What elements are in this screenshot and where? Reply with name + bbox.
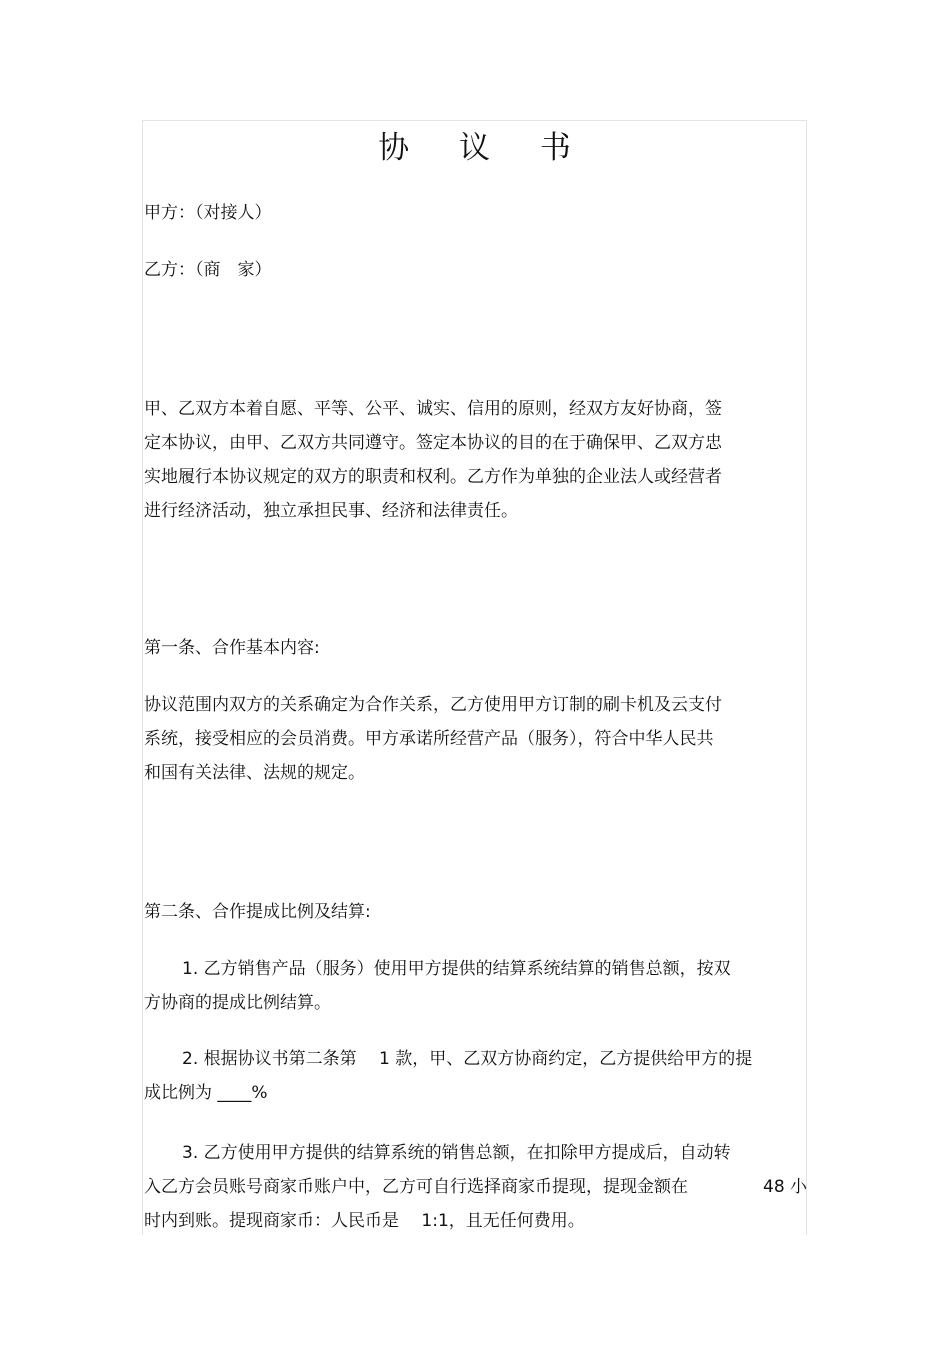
article-2-clause-2: [144, 1042, 784, 1110]
clause-2-line: 成比例为 ____%: [144, 1083, 268, 1103]
document-title: 协 议 书: [378, 130, 591, 166]
clause-1-line: 方协商的提成比例结算。: [144, 993, 331, 1013]
article-1-line: 系统，接受相应的会员消费。甲方承诺所经营产品（服务），符合中华人民共: [144, 729, 714, 749]
preamble-line: 进行经济活动，独立承担民事、经济和法律责任。: [144, 501, 518, 521]
article-1-line: 协议范围内双方的关系确定为合作关系，乙方使用甲方订制的刷卡机及云支付: [144, 695, 722, 715]
article-2-heading: 第二条、合作提成比例及结算:: [144, 902, 371, 922]
clause-3-hours: 48 小: [763, 1177, 808, 1197]
clause-3-line: 入乙方会员账号商家币账户中，乙方可自行选择商家币提现，提现金额在: [144, 1177, 688, 1197]
article-2-clause-3: [144, 1136, 784, 1238]
clause-3-line: 时内到账。提现商家币：人民币是 1:1，且无任何费用。: [144, 1211, 585, 1231]
article-1-paragraph: [144, 688, 784, 790]
clause-2-line: 2. 根据协议书第二条第 1 款，甲、乙双方协商约定，乙方提供给甲方的提: [182, 1049, 753, 1069]
preamble-line: 实地履行本协议规定的双方的职责和权利。乙方作为单独的企业法人或经营者: [144, 467, 722, 487]
article-2-clause-1: [144, 952, 784, 1020]
clause-1-line: 1. 乙方销售产品（服务）使用甲方提供的结算系统结算的销售总额，按双: [182, 959, 731, 979]
article-1-heading: 第一条、合作基本内容:: [144, 638, 320, 658]
clause-3-line: 3. 乙方使用甲方提供的结算系统的销售总额，在扣除甲方提成后，自动转: [182, 1143, 731, 1163]
preamble-line: 甲、乙双方本着自愿、平等、公平、诚实、信用的原则，经双方友好协商，签: [144, 399, 722, 419]
party-a-line: 甲方：（对接人）: [144, 203, 272, 223]
preamble-line: 定本协议，由甲、乙双方共同遵守。签定本协议的目的在于确保甲、乙双方忠: [144, 433, 722, 453]
article-1-line: 和国有关法律、法规的规定。: [144, 763, 365, 783]
party-b-line: 乙方：（商 家）: [144, 260, 272, 280]
preamble-paragraph: [144, 392, 784, 528]
